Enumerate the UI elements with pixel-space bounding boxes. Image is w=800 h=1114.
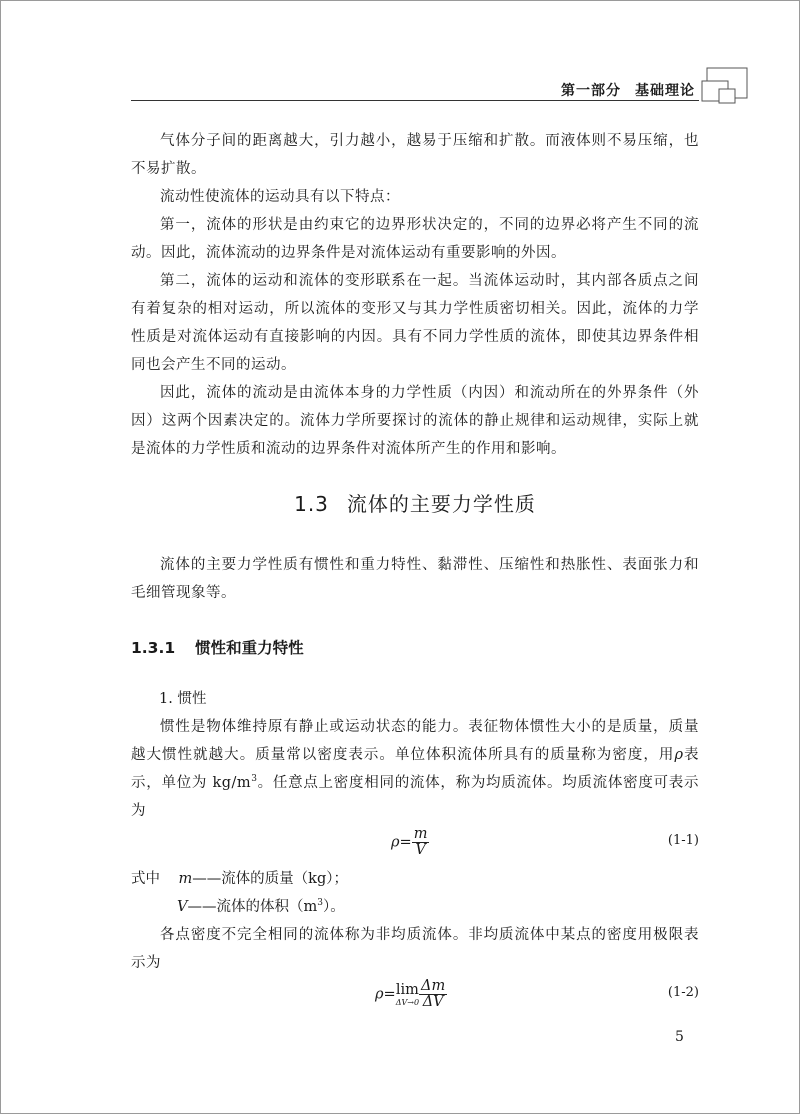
superscript: 3 — [317, 898, 323, 909]
where-line-2 — [177, 893, 345, 921]
intro-text — [131, 127, 699, 463]
symbol-m: m — [178, 871, 193, 887]
text-run: 表示，单位为 kg/m — [131, 747, 700, 791]
section-number: 1.3 — [294, 492, 329, 516]
section-title: 流体的主要力学性质 — [346, 492, 536, 516]
where-desc: ）。 — [322, 899, 345, 915]
symbol-v: V — [177, 899, 188, 915]
where-line-1 — [131, 865, 348, 893]
limit-operator: lim — [395, 982, 419, 998]
paragraph: 气体分子间的距离越大，引力越小，越易于压缩和扩散。而液体则不易压缩，也不易扩散。 — [131, 133, 699, 177]
denominator: V — [415, 842, 426, 858]
limit — [396, 982, 419, 1007]
paragraph: 第二，流体的运动和流体的变形联系在一起。当流体运动时，其内部各质点之间有着复杂的相对运动，所以流体的变形又与其力学性质密切相关。因此，流体的力学性质是对流体运动有直接影响的内因。具有不同力学性质的流体，即使其边界条件相同也会产生不同的运动。 — [131, 273, 699, 373]
rho-symbol: ρ — [674, 747, 684, 763]
section-heading — [131, 488, 699, 517]
item-heading: 1. 惯性 — [159, 691, 207, 707]
subsection-title: 惯性和重力特性 — [195, 639, 304, 657]
fraction — [412, 827, 430, 858]
nonuniform-text — [131, 921, 699, 977]
paragraph: 各点密度不完全相同的流体称为非均质流体。非均质流体中某点的密度用极限表示为 — [131, 927, 699, 971]
numerator: Δm — [421, 978, 446, 994]
formula — [391, 827, 429, 858]
paragraph: 流体的主要力学性质有惯性和重力特性、黏滞性、压缩性和热胀性、表面张力和毛细管现象等。 — [131, 557, 699, 601]
where-desc: ——流体的体积（m — [187, 899, 318, 915]
formula-lhs: ρ= — [391, 834, 412, 851]
text-run: 。任意点上密度相同的流体，称为均质流体。均质流体密度可表示为 — [131, 775, 700, 819]
equation-1-2 — [131, 975, 699, 1015]
limit-subscript: ΔV→0 — [395, 998, 420, 1007]
subsection-heading — [131, 636, 304, 658]
running-header — [561, 80, 695, 100]
formula — [375, 979, 447, 1010]
equation-number: (1-2) — [667, 985, 699, 1000]
paragraph: 流动性使流体的运动具有以下特点： — [160, 189, 400, 205]
numerator: m — [413, 826, 428, 842]
paragraph: 第一，流体的形状是由约束它的边界形状决定的，不同的边界必将产生不同的流动。因此，流体流动的边界条件是对流体运动有重要影响的外因。 — [131, 217, 699, 261]
page-number: 5 — [675, 1029, 684, 1045]
inertia-text — [131, 713, 699, 825]
section-intro — [131, 551, 699, 607]
header-chapter: 基础理论 — [635, 83, 695, 99]
denominator: ΔV — [422, 994, 444, 1010]
header-rule — [131, 100, 699, 101]
paragraph — [131, 713, 699, 825]
subsection-number: 1.3.1 — [131, 639, 176, 657]
equation-1-1 — [131, 823, 699, 863]
header-part: 第一部分 — [561, 83, 621, 99]
formula-lhs: ρ= — [375, 986, 396, 1003]
equation-number: (1-1) — [667, 833, 699, 848]
where-lead: 式中 — [131, 871, 160, 887]
superscript: 3 — [251, 774, 258, 785]
header-squares-ornament — [701, 67, 757, 111]
fraction — [419, 979, 447, 1010]
paragraph: 因此，流体的流动是由流体本身的力学性质（内因）和流动所在的外界条件（外因）这两个因素决定的。流体力学所要探讨的流体的静止规律和运动规律，实际上就是流体的力学性质和流动的边界条件对流体所产生的作用和影响。 — [131, 385, 699, 457]
text-run: 惯性是物体维持原有静止或运动状态的能力。表征物体惯性大小的是质量，质量越大惯性就越大。质量常以密度表示。单位体积流体所具有的质量称为密度，用 — [131, 719, 699, 763]
where-desc: ——流体的质量（kg）； — [192, 871, 349, 887]
